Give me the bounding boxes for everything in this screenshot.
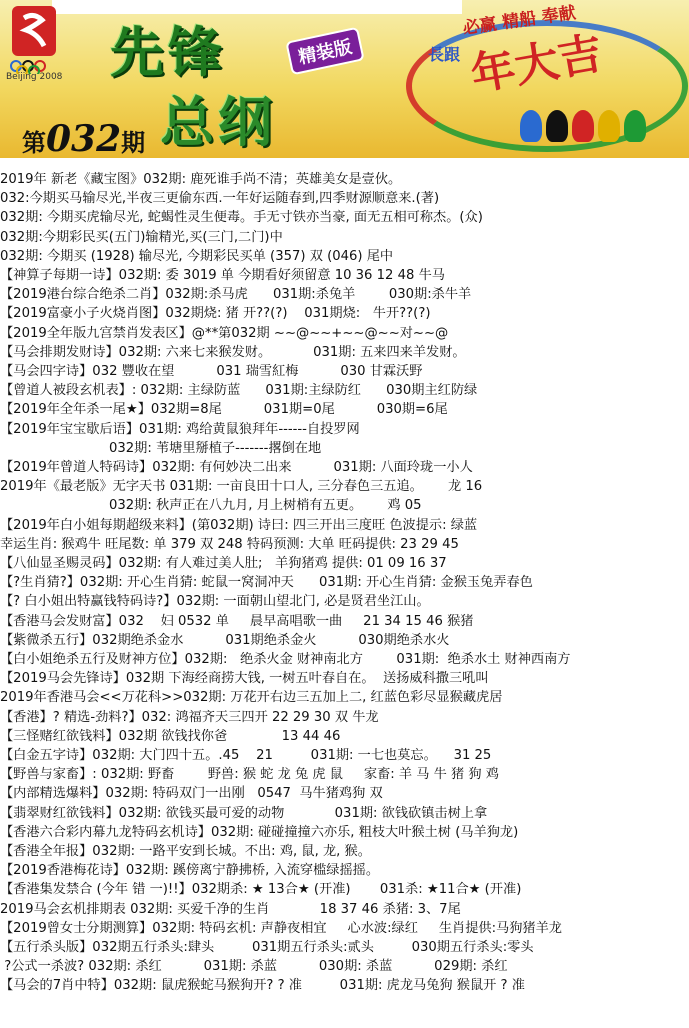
text-line: 【2019香港梅花诗】032期: 蹊傍离宁静拂桥, 入流穿槛绿摇摇。 xyxy=(0,863,380,879)
text-line: 【2019全年版九宫禁肖发表区】@**第032期 ~~@~~+~~@~~对~~@ xyxy=(0,325,449,341)
text-line: 【香港六合彩内幕九龙特码玄机诗】032期: 碰碰撞撞六亦乐, 粗枝大叶猴土树 (马羊狗龙) xyxy=(0,824,519,840)
text-line: 【2019年白小姐每期超级来料】(第032期) 诗曰: 四三开出三度旺 色波提示: 绿蓝 xyxy=(0,517,478,533)
text-line: 032期: 今期买虎输尽光, 蛇蝎性灵生便毒。手无寸铁亦当豪, 面无五相可称杰。(众) xyxy=(0,210,483,226)
text-line: 【马会排期发财诗】032期: 六来七来猴发财。 031期: 五来四来羊发财。 xyxy=(0,344,466,360)
mascot-icon xyxy=(572,110,594,142)
text-line: 【马会四字诗】032 豐收在望 031 瑞雪紅梅 030 甘霖沃野 xyxy=(0,364,423,379)
banner-title-line1: 先锋 xyxy=(110,20,226,84)
text-line: 032期: 今期买 (1928) 输尽光, 今期彩民买单 (357) 双 (046) 尾中 xyxy=(0,248,394,264)
text-line: 【神算子每期一诗】032期: 委 3019 单 今期看好须留意 10 36 12 48 牛马 xyxy=(0,268,445,283)
text-line: 【白金五字诗】032期: 大门四十五。.45 21 031期: 一七也莫忘。 31 25 xyxy=(0,748,492,763)
mascot-icon xyxy=(598,110,620,142)
text-line: 2019年香港马会<<万花科>>032期: 万花开右边三五加上二, 红蓝色彩尽显猴藏虎居 xyxy=(0,690,503,706)
text-line: 032期: 秋声正在八九月, 月上树梢有五更。 鸡 05 xyxy=(0,498,422,514)
olympic-emblem-icon xyxy=(4,4,64,74)
text-line: 【内部精选爆料】032期: 特码双门一出刚 0547 马牛猪鸡狗 双 xyxy=(0,786,383,802)
text-line: 【2019年宝宝歇后语】031期: 鸡给黄鼠狼拜年------自投罗网 xyxy=(0,421,360,437)
text-line: 032期:今期彩民买(五门)输精光,买(三门,二门)中 xyxy=(0,229,283,245)
text-line: 【香港】? 精选-劲料?】032: 鸿福齐天三四开 22 29 30 双 牛龙 xyxy=(0,709,379,725)
text-line: 【2019曾女士分期测算】032期: 特码玄机: 声静夜相宜 心水波:绿红 生肖提供:马狗猪羊龙 xyxy=(0,920,562,936)
olympic-logo xyxy=(4,4,74,114)
issue-number: 032 xyxy=(46,118,122,158)
mascot-icon xyxy=(624,110,646,142)
text-line: 【2019港台综合绝杀二肖】032期:杀马虎 031期:杀兔羊 030期:杀牛羊 xyxy=(0,287,472,303)
text-line: 【翡翠财红欲钱料】032期: 欲钱买最可爱的动物 031期: 欲钱砍镇击树上拿 xyxy=(0,805,488,821)
banner-big-text: 年大吉 xyxy=(467,27,607,102)
text-line: 【2019马会先锋诗】032期 下海经商捞大钱, 一树五叶春自在。 送扬威科撒三吼叫 xyxy=(0,671,489,687)
text-line: 【香港马会发财富】032 妇 0532 单 晨早高唱歌一曲 21 34 15 46 猴猪 xyxy=(0,613,474,629)
mascot-dolls xyxy=(520,110,680,150)
text-line: 【曾道人被段玄机表】: 032期: 主绿防蓝 031期:主绿防红 030期主红防绿 xyxy=(0,383,478,399)
text-line: 【三怪赌红欲钱料】032期 欲钱找你爸 13 44 46 xyxy=(0,728,341,744)
text-line: 【马会的7肖中特】032期: 鼠虎猴蛇马猴狗开? ? 准 031期: 虎龙马兔狗 猴鼠开 ? 准 xyxy=(0,978,525,994)
edition-badge: 精装版 xyxy=(285,27,364,76)
text-line: 【? 白小姐出特赢钱特码诗?】032期: 一面朝山望北门, 必是贤君坐江山。 xyxy=(0,594,430,610)
text-line: 2019年 新老《藏宝图》032期: 鹿死谁手尚不清；英雄美女是壹伙。 xyxy=(0,172,402,187)
text-line: 032:今期买马输尽光,半夜三更偷东西.一年好运随春到,四季财源顺意来.(著) xyxy=(0,191,440,207)
issue-label xyxy=(22,118,145,158)
text-line: 【白小姐绝杀五行及财神方位】032期: 绝杀火金 财神南北方 031期: 绝杀水土 财神西南方 xyxy=(0,652,571,667)
mascot-icon xyxy=(546,110,568,142)
text-line: 【2019富豪小子火烧肖图】032期烧: 猪 开??(?) 031期烧: 牛开??(?) xyxy=(0,306,431,322)
text-line: 【2019年曾道人特码诗】032期: 有何妙决二出来 031期: 八面玲珑一小人 xyxy=(0,460,473,475)
text-line: 2019马会玄机排期表 032期: 买爱千净的生肖 18 37 46 杀猪: 3、7尾 xyxy=(0,901,461,917)
text-line: 【2019年全年杀一尾★】032期=8尾 031期=0尾 030期=6尾 xyxy=(0,402,448,418)
text-line: ?公式一杀波? 032期: 杀红 031期: 杀蓝 030期: 杀蓝 029期: 杀红 xyxy=(0,959,508,975)
text-line: 【?生肖猜?】032期: 开心生肖猜: 蛇鼠一窝洞冲天 031期: 开心生肖猜: 金猴玉兔弄春色 xyxy=(0,575,533,591)
header-banner xyxy=(0,0,689,158)
issue-prefix: 第 xyxy=(22,128,46,157)
banner-title-line2: 总纲 xyxy=(160,90,276,154)
text-line: 【香港全年报】032期: 一路平安到长城。不出: 鸡, 鼠, 龙, 猴。 xyxy=(0,844,371,859)
text-line: 【野兽与家畜】: 032期: 野畜 野兽: 猴 蛇 龙 兔 虎 鼠 家畜: 羊 马 牛 猪 狗 鸡 xyxy=(0,767,499,783)
olympic-logo-text: Beijing 2008 xyxy=(6,72,63,82)
banner-slogan: 必赢 精船 奉献 xyxy=(461,3,578,39)
text-line: 【五行杀头版】032期五行杀头:肆头 031期五行杀头:贰头 030期五行杀头:零头 xyxy=(0,940,534,955)
text-line: 【紫微杀五行】032期绝杀金水 031期绝杀金火 030期绝杀水火 xyxy=(0,632,450,648)
issue-suffix: 期 xyxy=(121,128,146,157)
banner-side-text: 長跟 xyxy=(428,45,461,64)
text-line: 2019年《最老版》无字天书 031期: 一亩良田十口人, 三分春色三五追。 龙 16 xyxy=(0,479,483,495)
text-line: 032期: 苇塘里掰植子-------撂倒在地 xyxy=(0,440,322,456)
mascot-icon xyxy=(520,110,542,142)
text-line: 幸运生肖: 猴鸡牛 旺尾数: 单 379 双 248 特码预测: 大单 旺码提供: 23 29 45 xyxy=(0,536,459,552)
text-line: 【八仙显圣赐灵码】032期: 有人难过美人肚; 羊狗猪鸡 提供: 01 09 16 37 xyxy=(0,556,447,571)
text-line: 【香港集发禁合 (今年 错 一)!!】032期杀: ★ 13合★ (开准) 031杀: ★11合★ (开准) xyxy=(0,882,522,898)
